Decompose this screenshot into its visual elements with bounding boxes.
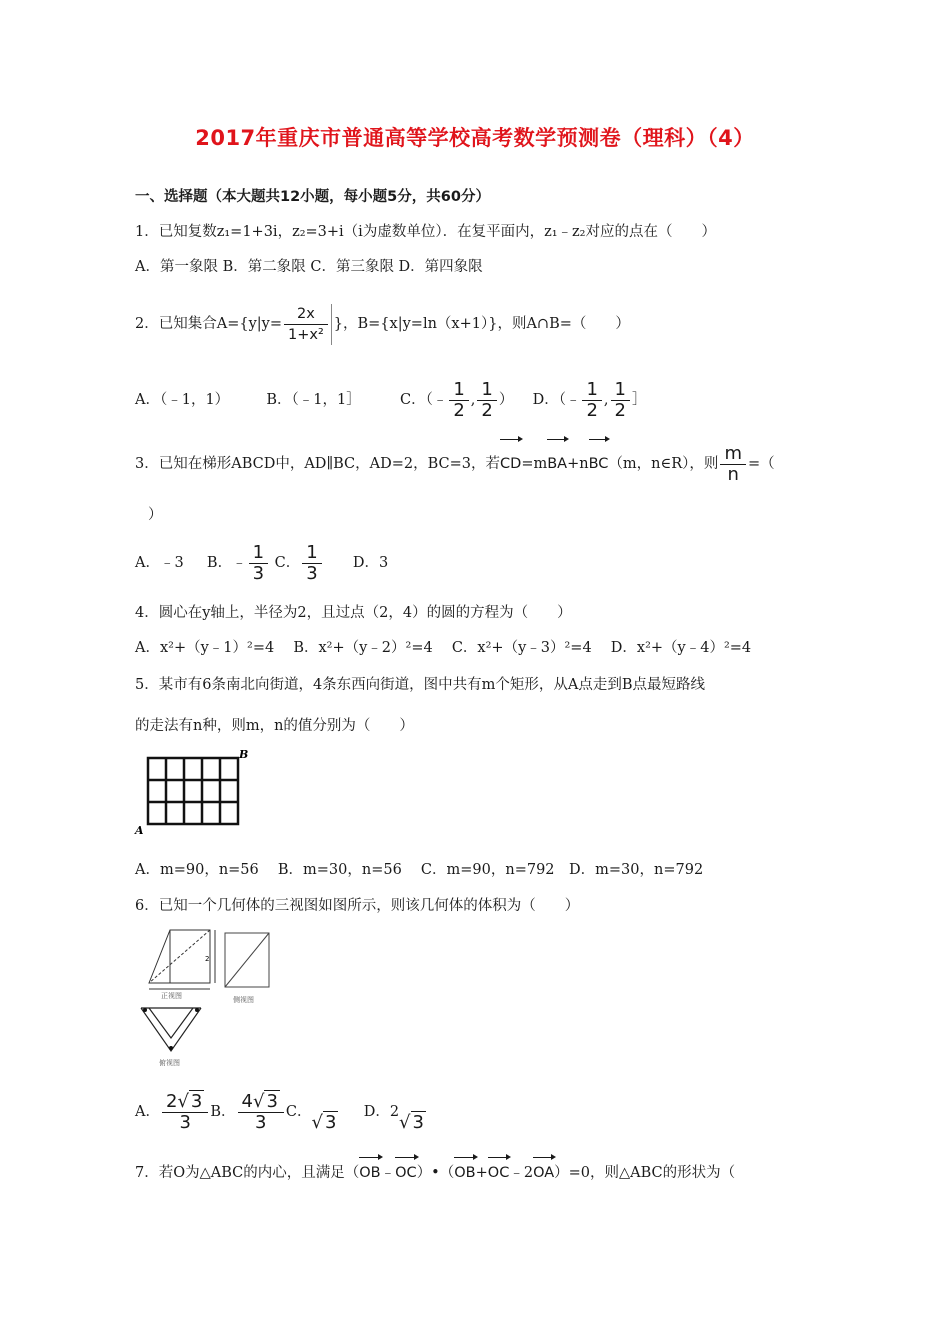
question-3-close: ）: [148, 507, 163, 523]
question-5-options: A．m=90，n=56 B．m=30，n=56 C．m=90，n=792 D．m=30，n=792: [135, 862, 704, 878]
point-b-label: B: [239, 748, 249, 761]
q2-option-d-pre: D．（﹣: [532, 392, 581, 408]
q3-plus: +n: [567, 456, 589, 472]
frac-den: 3: [306, 562, 318, 584]
frac-num: 1: [582, 380, 601, 401]
q6-option-d: D．2: [363, 1104, 400, 1120]
q3-c-third: [302, 543, 321, 584]
q6-c-value: √ 3: [311, 1112, 337, 1133]
question-6-stem: 6．已知一个几何体的三视图如图所示，则该几何体的体积为（ ）: [135, 898, 580, 914]
frac-den: 2: [453, 399, 465, 421]
page-title: 2017年重庆市普通高等学校高考数学预测卷（理科）（4）: [195, 126, 755, 150]
front-dim: 2: [205, 955, 210, 963]
coef: 4: [241, 1090, 253, 1112]
q6-d-value: √ 3: [399, 1112, 424, 1133]
q3-stem-mid: （m，n∈R），则: [608, 456, 719, 472]
question-4-options: A．x²+（y﹣1）²=4 B．x²+（y﹣2）²=4 C．x²+（y﹣3）²=4 D．x²+（y﹣4）²=4: [135, 640, 752, 656]
q6-a-value: [162, 1092, 208, 1133]
vector-ba: BA: [547, 442, 567, 486]
q7-pre: 7．若O为△ABC的内心，且满足（: [135, 1165, 360, 1181]
three-view-figure: [135, 926, 280, 1071]
q3-m-over-n: [720, 444, 746, 485]
frac-num: 1: [449, 380, 468, 401]
front-view-label: 正视图: [161, 992, 182, 1000]
frac-den: 2: [614, 399, 626, 421]
q2-option-c-post: ）: [498, 392, 514, 408]
coef: 2: [165, 1090, 178, 1112]
frac-den: 3: [179, 1111, 191, 1133]
q2-fraction: [284, 304, 332, 345]
question-5-line-1: 5．某市有6条南北向街道，4条东西向街道，图中共有m个矩形，从A点走到B点最短路线: [135, 677, 706, 693]
question-6-options: [135, 1090, 426, 1145]
q7-minus: ﹣: [380, 1165, 396, 1181]
q2-d-half-2: [611, 380, 630, 421]
vector-bc: BC: [589, 442, 609, 486]
vector-ob: OB: [359, 1160, 380, 1186]
question-7-stem: [135, 1160, 735, 1186]
q2-stem-post: }，B={x|y=ln（x+1）}，则A∩B=（ ）: [333, 316, 630, 332]
question-3-options: [135, 541, 388, 585]
q3-b-third: [249, 543, 268, 584]
q6-option-b: B．: [210, 1104, 236, 1120]
vector-oc-2: OC: [488, 1160, 510, 1186]
frac-num: 1: [249, 543, 268, 564]
q7-plus: +: [475, 1165, 488, 1181]
q2-stem-pre: 2．已知集合A={y|y=: [135, 316, 282, 332]
sqrt: √ 3: [252, 1090, 278, 1112]
q2-frac-den: 1+x²: [288, 326, 324, 343]
q2-option-b: B．（﹣1，1］: [266, 392, 361, 408]
q2-option-d-post: ］: [631, 392, 647, 408]
q3-eq: =m: [521, 456, 548, 472]
q7-minus-2: ﹣2: [509, 1165, 534, 1181]
q3-option-d: D．3: [352, 555, 389, 571]
question-3-stem: [135, 442, 775, 486]
q7-post: ）=0，则△ABC的形状为（: [554, 1165, 736, 1181]
frac-den: 3: [252, 562, 265, 584]
radicand: 3: [266, 1090, 278, 1112]
sqrt: √ 3: [177, 1090, 203, 1112]
frac-num: [238, 1092, 284, 1113]
vector-oc: OC: [395, 1160, 417, 1186]
frac-num: [162, 1092, 208, 1113]
vector-ob-2: OB: [454, 1160, 475, 1186]
frac-den: 2: [481, 399, 493, 421]
question-5-line-2: 的走法有n种，则m，n的值分别为（ ）: [135, 718, 414, 734]
frac-den: 2: [586, 399, 598, 421]
side-view-label: 侧视图: [233, 996, 254, 1004]
q3-option-a: A．﹣3: [135, 555, 184, 571]
frac-num: 1: [302, 543, 321, 564]
q3-option-c: C．: [274, 555, 301, 571]
question-1-options: A．第一象限 B．第二象限 C．第三象限 D．第四象限: [135, 259, 483, 275]
radicand: 3: [325, 1112, 337, 1133]
point-a-label: A: [135, 824, 144, 837]
q2-c-half-1: [449, 380, 468, 421]
q7-mid: ）•（: [416, 1165, 455, 1181]
vector-oa: OA: [533, 1160, 554, 1186]
q6-option-a: A．: [135, 1104, 160, 1120]
frac-den: 3: [255, 1111, 267, 1133]
frac-num: 1: [611, 380, 630, 401]
question-2-options: A．（﹣1，1） B．（﹣1，1］ C．（﹣ $\frac{1}{2}$ , $\frac{1}{2}$ ） D．（﹣ $\frac{1}{2}$ , $\frac{1}{2}$ ］: [135, 378, 647, 421]
q2-d-half-1: [582, 380, 601, 421]
q6-option-c: C．: [285, 1104, 312, 1120]
q2-option-c-pre: C．（﹣: [399, 392, 448, 408]
q2-c-half-2: [477, 380, 496, 421]
question-1-stem: 1．已知复数z₁=1+3i，z₂=3+i（i为虚数单位）．在复平面内，z₁﹣z₂对应的点在（ ）: [135, 224, 716, 240]
q3-stem-pre: 3．已知在梯形ABCD中，AD∥BC，AD=2，BC=3，若: [135, 456, 501, 472]
street-grid-figure: [132, 748, 252, 840]
question-4-stem: 4．圆心在y轴上，半径为2，且过点（2，4）的圆的方程为（ ）: [135, 605, 572, 621]
vector-cd: CD: [500, 442, 521, 486]
q2-frac-num: 2x: [284, 304, 328, 325]
top-view-label: 俯视图: [159, 1059, 180, 1067]
q6-b-value: [238, 1092, 284, 1133]
radicand: 3: [190, 1090, 203, 1112]
question-2-stem: [135, 302, 630, 346]
radicand: 3: [412, 1112, 424, 1133]
section-heading: 一、选择题（本大题共12小题，每小题5分，共60分）: [135, 189, 490, 205]
q2-option-a: A．（﹣1，1）: [135, 392, 230, 408]
frac-num: m: [720, 444, 746, 465]
frac-den: n: [727, 463, 739, 485]
q3-stem-post: =（: [747, 456, 775, 472]
frac-num: 1: [477, 380, 496, 401]
q3-option-b: B．﹣: [206, 555, 247, 571]
